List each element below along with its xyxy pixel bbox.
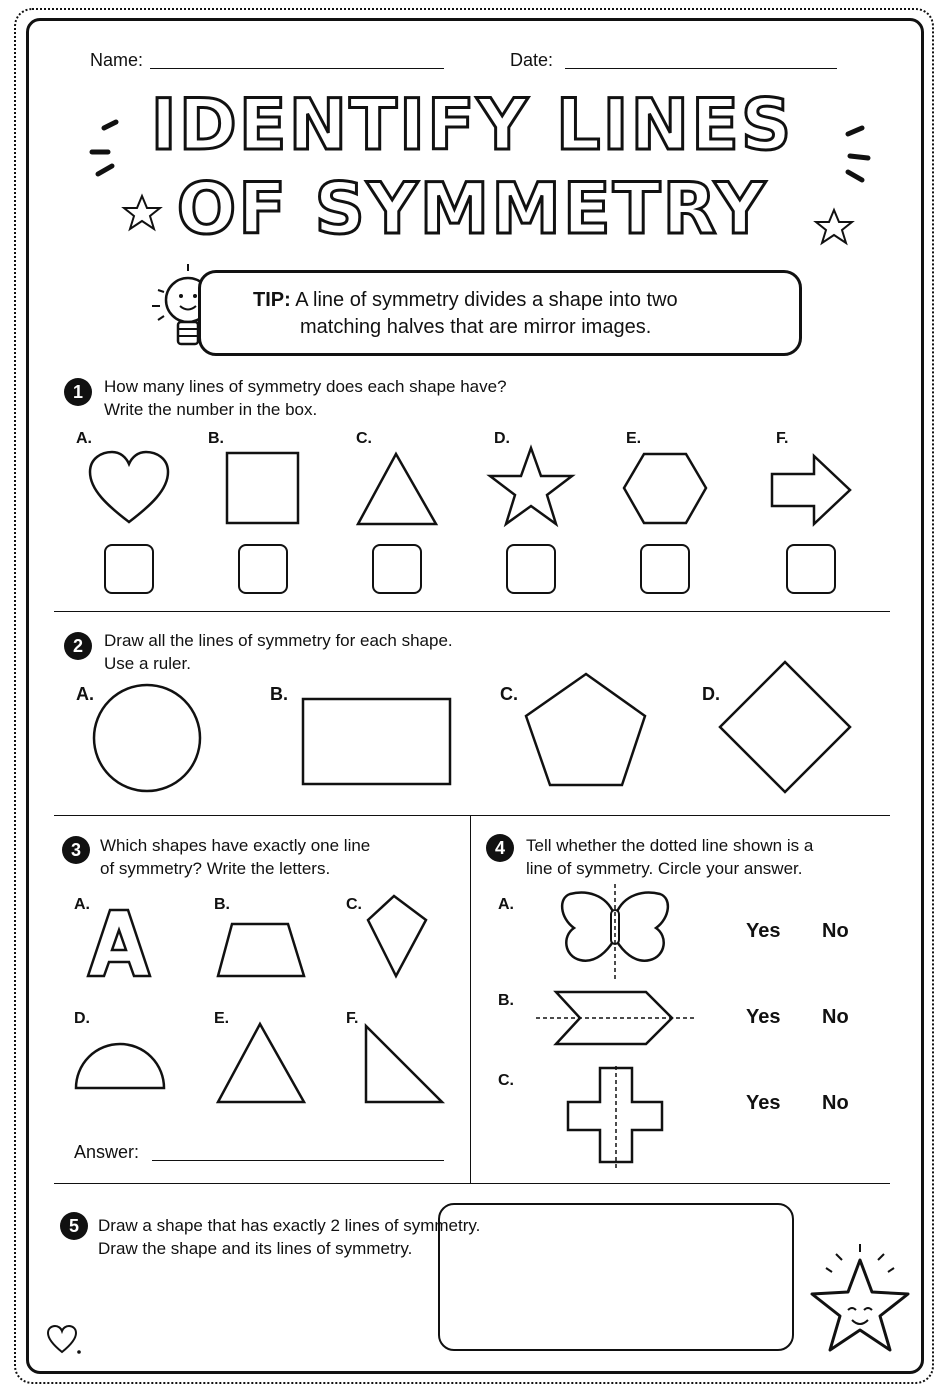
question-3-text	[100, 834, 370, 880]
heart-shape	[88, 450, 170, 526]
drawing-box[interactable]	[438, 1203, 794, 1351]
tip-label: TIP:	[253, 289, 291, 311]
diamond-shape[interactable]	[718, 660, 852, 794]
section-divider	[54, 815, 890, 816]
section-divider	[54, 611, 890, 612]
q3-letter: E.	[214, 1010, 230, 1027]
no-option[interactable]: No	[822, 1006, 849, 1028]
yes-option[interactable]: Yes	[746, 1092, 781, 1114]
answer-box[interactable]	[238, 544, 288, 594]
question-2-line1: Draw all the lines of symmetry for each shape.	[104, 631, 453, 650]
question-4-line2: line of symmetry. Circle your answer.	[526, 859, 803, 878]
no-option[interactable]: No	[822, 920, 849, 942]
answer-box[interactable]	[104, 544, 154, 594]
q1-letter: E.	[626, 430, 642, 447]
question-2-text	[104, 629, 453, 675]
q1-letter: D.	[494, 430, 510, 447]
q4-letter: B.	[498, 992, 514, 1009]
triangle-shape	[216, 1022, 306, 1104]
q4-letter: C.	[498, 1072, 514, 1089]
hexagon-shape	[622, 452, 708, 526]
no-option[interactable]: No	[822, 1092, 849, 1114]
name-label: Name:	[90, 50, 144, 70]
yes-option[interactable]: Yes	[746, 920, 781, 942]
question-5-text	[98, 1214, 480, 1260]
q3-letter: F.	[346, 1010, 359, 1027]
question-1-text	[104, 375, 507, 421]
q2-letter: A.	[76, 684, 94, 704]
answer-box[interactable]	[372, 544, 422, 594]
question-number: 3	[62, 836, 90, 864]
question-1-line2: Write the number in the box.	[104, 400, 318, 419]
tip-box	[198, 270, 802, 356]
q3-letter: A.	[74, 896, 90, 913]
section-divider	[54, 1183, 890, 1184]
letter-a-shape	[86, 908, 152, 978]
yes-option[interactable]: Yes	[746, 1006, 781, 1028]
cross-shape	[566, 1066, 666, 1170]
q1-letter: C.	[356, 430, 372, 447]
smiling-star-icon	[800, 1240, 920, 1360]
rectangle-shape[interactable]	[302, 698, 452, 786]
q3-letter: B.	[214, 896, 230, 913]
answer-box[interactable]	[640, 544, 690, 594]
question-3-line2: of symmetry? Write the letters.	[100, 859, 331, 878]
answer-box[interactable]	[786, 544, 836, 594]
arrow-shape	[770, 454, 852, 526]
question-3-line1: Which shapes have exactly one line	[100, 836, 371, 855]
pentagon-shape[interactable]	[524, 672, 648, 788]
question-5-line1: Draw a shape that has exactly 2 lines of symmetry.	[98, 1216, 481, 1235]
circle-shape[interactable]	[92, 684, 204, 792]
q1-letter: B.	[208, 430, 224, 447]
question-2-line2: Use a ruler.	[104, 654, 191, 673]
q3-letter: D.	[74, 1010, 90, 1027]
q1-letter: F.	[776, 430, 789, 447]
q3-letter: C.	[346, 896, 362, 913]
column-divider	[470, 815, 471, 1183]
chevron-shape	[536, 988, 696, 1048]
answer-label: Answer:	[74, 1142, 140, 1162]
butterfly-shape	[556, 884, 674, 984]
q2-letter: C.	[500, 684, 518, 704]
sparkle-lines-icon	[842, 124, 882, 184]
title-line1: IDENTIFY LINES	[150, 84, 794, 166]
q2-letter: B.	[270, 684, 288, 704]
question-number: 5	[60, 1212, 88, 1240]
question-1-line1: How many lines of symmetry does each shape have?	[104, 377, 507, 396]
star-icon	[814, 208, 854, 246]
name-field[interactable]	[150, 68, 444, 69]
title-line2: OF SYMMETRY	[176, 168, 768, 250]
tip-text	[253, 287, 678, 341]
trapezoid-shape	[216, 922, 306, 978]
q1-letter: A.	[76, 430, 92, 447]
right-triangle-shape	[362, 1024, 446, 1104]
question-number: 2	[64, 632, 92, 660]
question-4-line1: Tell whether the dotted line shown is a	[526, 836, 814, 855]
question-5-line2: Draw the shape and its lines of symmetry.	[98, 1239, 413, 1258]
answer-field[interactable]	[152, 1160, 444, 1161]
star-shape	[488, 446, 574, 526]
question-number: 1	[64, 378, 92, 406]
tip-text-line2: matching halves that are mirror images.	[300, 316, 652, 338]
semicircle-shape	[74, 1042, 166, 1090]
date-label: Date:	[510, 50, 554, 70]
star-icon	[122, 194, 162, 232]
date-field[interactable]	[565, 68, 837, 69]
question-number: 4	[486, 834, 514, 862]
kite-shape	[366, 894, 430, 978]
answer-box[interactable]	[506, 544, 556, 594]
triangle-shape	[356, 452, 438, 526]
heart-icon	[46, 1324, 82, 1356]
square-shape	[226, 452, 300, 524]
q4-letter: A.	[498, 896, 514, 913]
sparkle-lines-icon	[86, 118, 126, 178]
q2-letter: D.	[702, 684, 720, 704]
tip-text-line1: A line of symmetry divides a shape into two	[295, 289, 678, 311]
question-4-text	[526, 834, 813, 880]
